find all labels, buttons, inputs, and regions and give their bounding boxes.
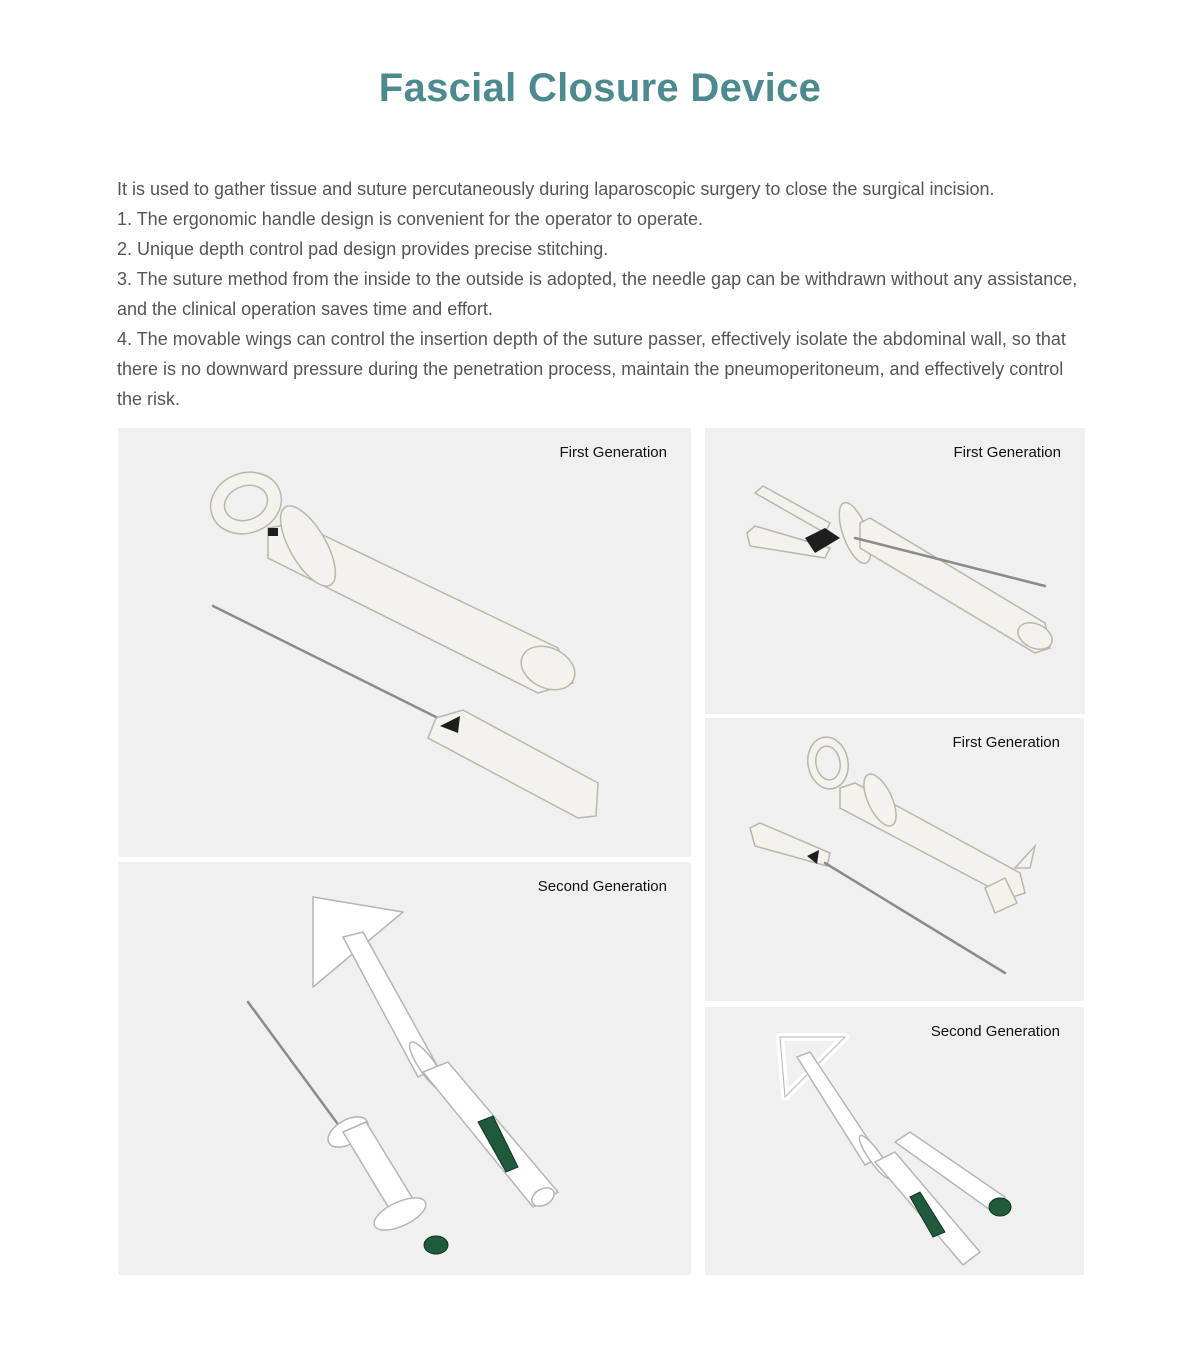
- device-illustration: [118, 862, 691, 1275]
- device-illustration: [118, 428, 691, 857]
- intro-line: 1. The ergonomic handle design is convenient for the operator to operate.: [117, 209, 704, 229]
- device-illustration: [705, 718, 1084, 1001]
- panel-label: Second Generation: [537, 878, 667, 895]
- product-photo-first-gen-3: [705, 718, 1084, 1001]
- device-illustration: [705, 1007, 1084, 1275]
- page-title: Fascial Closure Device: [378, 66, 822, 110]
- panel-label: First Generation: [952, 734, 1060, 751]
- panel-label: First Generation: [953, 444, 1061, 461]
- panel-label: First Generation: [559, 444, 667, 461]
- device-illustration: [705, 428, 1085, 714]
- intro-line: 3. The suture method from the inside to the outside is adopted, the needle gap can be withdrawn without any assistance, and the clinical operation saves time and effort.: [117, 269, 1078, 319]
- product-photo-first-gen-2: [705, 428, 1085, 714]
- intro-line: It is used to gather tissue and suture percutaneously during laparoscopic surgery to close the surgical incision.: [117, 179, 995, 199]
- intro-line: 2. Unique depth control pad design provides precise stitching.: [117, 239, 609, 259]
- intro-line: 4. The movable wings can control the insertion depth of the suture passer, effectively isolate the abdominal wall, so that there is no downward pressure during the penetration process, maintain the pneumoperitoneum, and effectively control the risk.: [117, 329, 1066, 409]
- product-photo-second-gen-2: [705, 1007, 1084, 1275]
- panel-label: Second Generation: [930, 1023, 1060, 1040]
- intro-text: [117, 174, 1089, 414]
- product-photo-second-gen-1: [118, 862, 691, 1275]
- product-photo-first-gen-1: [118, 428, 691, 857]
